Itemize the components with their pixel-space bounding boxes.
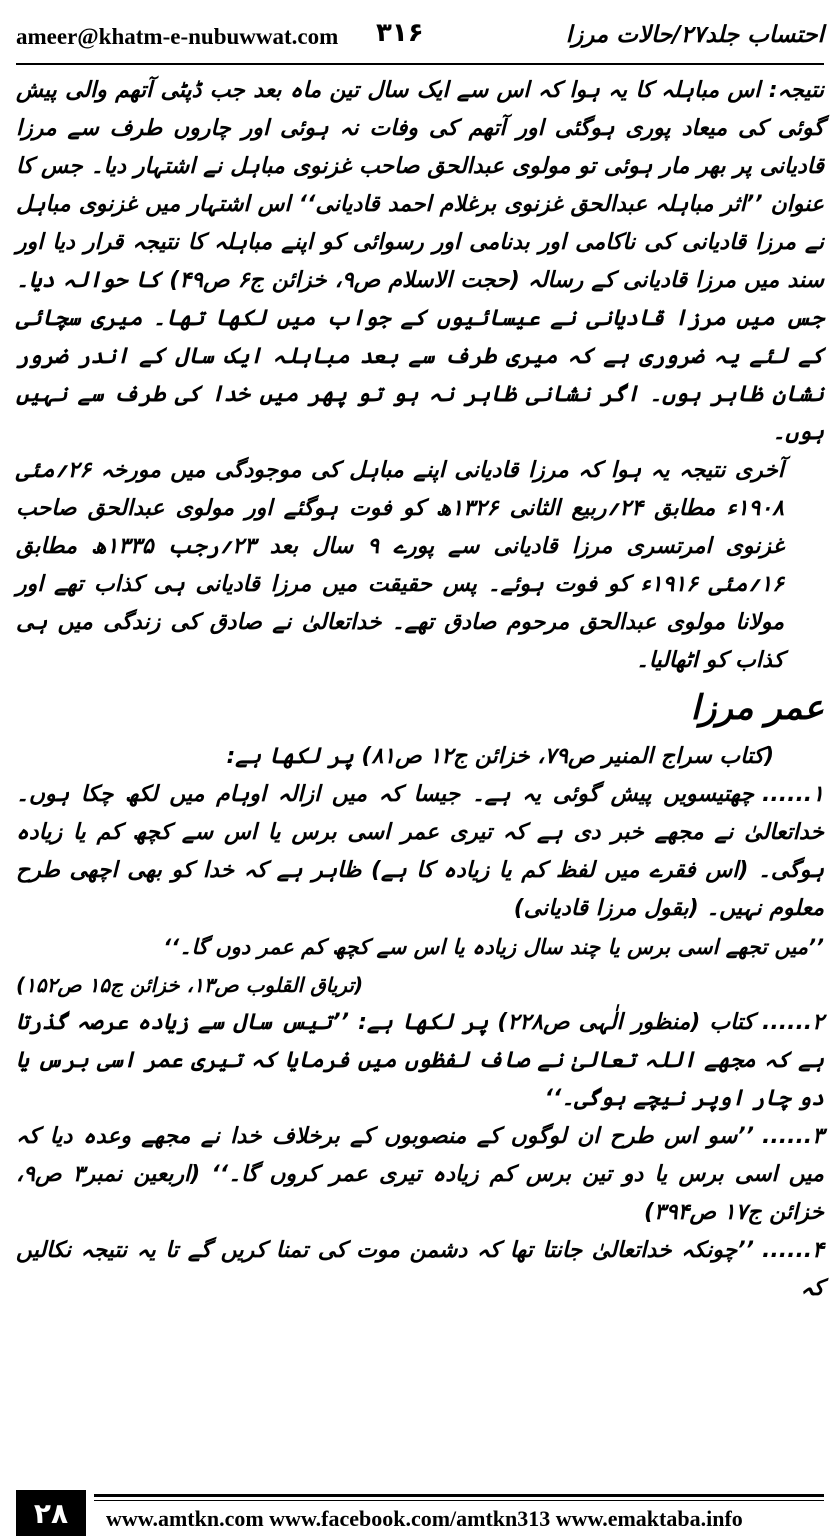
paragraph-final-result: آخری نتیجہ یہ ہوا کہ مرزا قادیانی اپنے مباہل کی موجودگی میں مورخہ ۲۶؍مئی ۱۹۰۸ء مطابق ۲۴؍ربیع الثانی ۱۳۲۶ھ کو فوت ہوگئے اور مولوی عبدالحق صاحب غزنوی امرتسری مرزا قادیانی سے پورے ۹ سال بعد ۲۳؍رجب ۱۳۳۵ھ مطابق ۱۶؍مئی ۱۹۱۶ء کو فوت ہوئے۔ پس حقیقت میں مرزا قادیانی ہی کذاب تھے اور مولانا مولوی عبدالحق مرحوم صادق تھے۔ خداتعالیٰ نے صادق کی زندگی میں ہی کذاب کو اٹھالیا۔ [16, 458, 784, 673]
header-running-title: احتساب جلد۲۷/حالات مرزا [565, 22, 824, 48]
page-footer [16, 1490, 824, 1540]
paragraph-result: نتیجہ: اس مباہلہ کا یہ ہوا کہ اس سے ایک سال تین ماہ بعد جب ڈپٹی آتھم والی پیش گوئی کی میعاد پوری ہوگئی اور آتھم کی وفات نہ ہوئی اور چاروں طرف سے مرزا قادیانی پر بھر مار ہوئی تو مولوی عبدالحق صاحب غزنوی مباہل نے اشتہار دیا۔ جس کا عنوان ’’اثر مباہلہ عبدالحق غزنوی برغلام احمد قادیانی‘‘ اس اشتہار میں غزنوی مباہل نے مرزا قادیانی کی ناکامی اور بدنامی اور رسوائی کو اپنے مباہلہ کا نتیجہ قرار دیا اور سند میں مرزا قادیانی کے رسالہ (حجت الاسلام ص۹، خزائن ج۶ ص۴۹) کا حوالہ دیا۔ جس میں مرزا قادیانی نے عیسائیوں کے جواب میں لکھا تھا۔ میری سچائی کے لئے یہ ضروری ہے کہ میری طرف سے بعد مباہلہ ایک سال کے اندر ضرور نشان ظاہر ہوں۔ اگر نشانی ظاہر نہ ہو تو پھر میں خدا کی طرف سے نہیں ہوں۔ [16, 78, 825, 445]
list-item-2-text: کتاب (منظور الٰہی ص۲۲۸) پر لکھا ہے: ’’تیس سال سے زیادہ عرصہ گذرتا ہے کہ مجھے اللہ تعالیٰ نے صاف لفظوں میں فرمایا کہ تیری عمر اسی برس یا دو چار اوپر نیچے ہوگی۔‘‘ [16, 1010, 824, 1111]
footer-rule-thick [94, 1494, 824, 1497]
list-item-1-number: ۱...... [762, 782, 824, 807]
quote-1: ’’میں تجھے اسی برس یا چند سال زیادہ یا اس سے کچھ کم عمر دوں گا۔‘‘ [163, 935, 824, 959]
list-item-3 [16, 1118, 824, 1232]
reference-siraj-munir: (کتاب سراج المنیر ص۷۹، خزائن ج۱۲ ص۸۱) پر لکھا ہے: [226, 744, 774, 769]
footer-rule-thin [94, 1500, 824, 1501]
header-page-number: ۳۱۶ [376, 18, 424, 48]
section-heading: عمر مرزا [690, 688, 824, 728]
list-item-2 [16, 1004, 824, 1118]
footer-website-links: www.amtkn.com www.facebook.com/amtkn313 www.emaktaba.info [106, 1506, 743, 1531]
page-body [16, 72, 824, 1308]
reference-tiryaq: (تریاق القلوب ص۱۳، خزائن ج۱۵ ص۱۵۲) [16, 973, 364, 997]
list-item-1-text: چھتیسویں پیش گوئی یہ ہے۔ جیسا کہ میں ازالہ اوہام میں لکھ چکا ہوں۔ خداتعالیٰ نے مجھے خبر دی ہے کہ تیری عمر اسی برس یا اس سے کچھ کم یا زیادہ ہوگی۔ (اس فقرے میں لفظ کم یا زیادہ کا ہے) ظاہر ہے کہ خدا کو بھی اچھی طرح معلوم نہیں۔ (بقول مرزا قادیانی) [16, 782, 824, 921]
list-item-2-number: ۲...... [762, 1010, 824, 1035]
page-header [16, 18, 824, 56]
list-item-4 [16, 1232, 824, 1308]
list-item-1 [16, 776, 824, 928]
header-divider [16, 63, 824, 65]
reference-arbaeen: (اربعین نمبر۳ ص۹، خزائن ج۱۷ ص۳۹۴) [16, 1162, 824, 1225]
list-item-4-number: ۴...... [762, 1238, 824, 1263]
list-item-4-text: ’’چونکہ خداتعالیٰ جانتا تھا کہ دشمن موت کی تمنا کریں گے تا یہ نتیجہ نکالیں کہ [16, 1238, 824, 1301]
footer-page-badge: ۲۸ [16, 1490, 86, 1536]
list-item-3-number: ۳...... [762, 1124, 824, 1149]
list-item-3-text: ’’سو اس طرح ان لوگوں کے منصوبوں کے برخلاف خدا نے مجھے وعدہ دیا کہ میں اسی برس یا دو تین برس کم زیادہ تیری عمر کروں گا۔‘‘ [16, 1124, 824, 1187]
header-email: ameer@khatm-e-nubuwwat.com [16, 24, 339, 49]
